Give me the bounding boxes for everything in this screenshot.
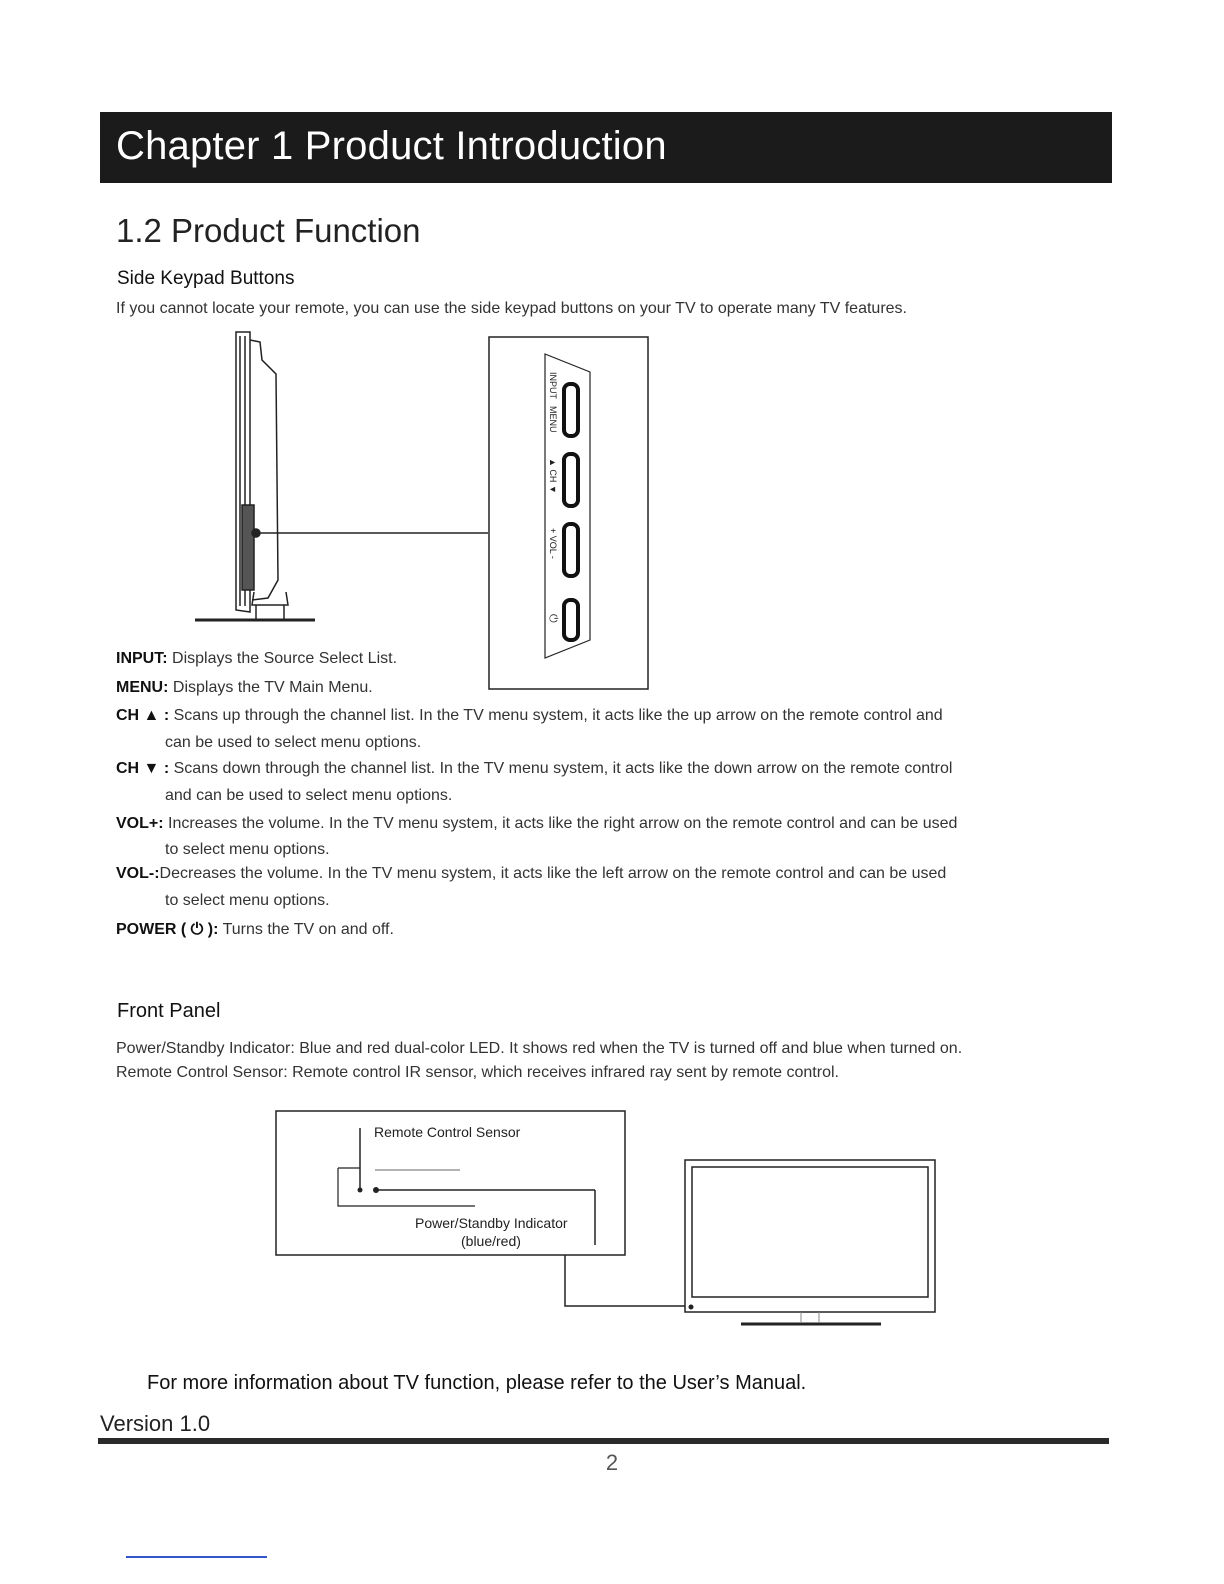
keypad-label-ch: ▲ CH ▼ [548,458,558,494]
keypad-label-input-menu: INPUT [548,372,558,399]
callout-leader-line [560,1255,700,1310]
definition-ch-up: CH ▲ : Scans up through the channel list. In the TV menu system, it acts like the up arrow on the remote control and [116,707,943,724]
callout-indicator-label: Power/Standby Indicator [415,1215,568,1231]
side-keypad-heading: Side Keypad Buttons [117,268,295,289]
callout-indicator-color-label: (blue/red) [461,1233,521,1249]
definition-menu: MENU: Displays the TV Main Menu. [116,679,373,696]
definition-vol-up-cont: to select menu options. [165,841,330,858]
front-panel-callout [275,1110,627,1258]
definition-ch-down: CH ▼ : Scans down through the channel list. In the TV menu system, it acts like the down arrow on the remote control [116,760,953,777]
definition-ch-up-cont: can be used to select menu options. [165,734,422,751]
definition-ch-down-cont: and can be used to select menu options. [165,787,453,804]
keypad-label-vol: + VOL - [548,528,558,559]
section-title: 1.2 Product Function [116,212,421,249]
keypad-label-power: ⏻ [547,614,559,623]
footer-note: For more information about TV function, please refer to the User’s Manual. [147,1372,807,1394]
page-number: 2 [605,1450,619,1475]
footer-rule [98,1438,1109,1444]
front-panel-heading: Front Panel [117,1000,221,1022]
keypad-label-menu: MENU [548,406,558,433]
tv-front-illustration [683,1158,939,1330]
front-panel-line-indicator: Power/Standby Indicator: Blue and red dual-color LED. It shows red when the TV is turned off and blue when turned on. [116,1040,963,1057]
version-label: Version 1.0 [100,1411,211,1436]
definition-input: INPUT: Displays the Source Select List. [116,650,398,667]
keypad-panel-callout [488,336,650,692]
chapter-title: Chapter 1 Product Introduction [116,124,667,168]
side-keypad-intro: If you cannot locate your remote, you can use the side keypad buttons on your TV to operate many TV features. [116,300,907,317]
definition-power: POWER ( ⏻ ): Turns the TV on and off. [116,921,394,938]
tv-side-view-illustration [190,330,500,635]
link-underline[interactable] [126,1556,267,1558]
definition-vol-up: VOL+: Increases the volume. In the TV menu system, it acts like the right arrow on the remote control and can be used [116,815,958,832]
definition-vol-down: VOL-:Decreases the volume. In the TV menu system, it acts like the left arrow on the remote control and can be used [116,865,947,882]
callout-remote-sensor-label: Remote Control Sensor [374,1124,521,1140]
front-panel-line-sensor: Remote Control Sensor: Remote control IR sensor, which receives infrared ray sent by remote control. [116,1064,839,1081]
definition-vol-down-cont: to select menu options. [165,892,330,909]
